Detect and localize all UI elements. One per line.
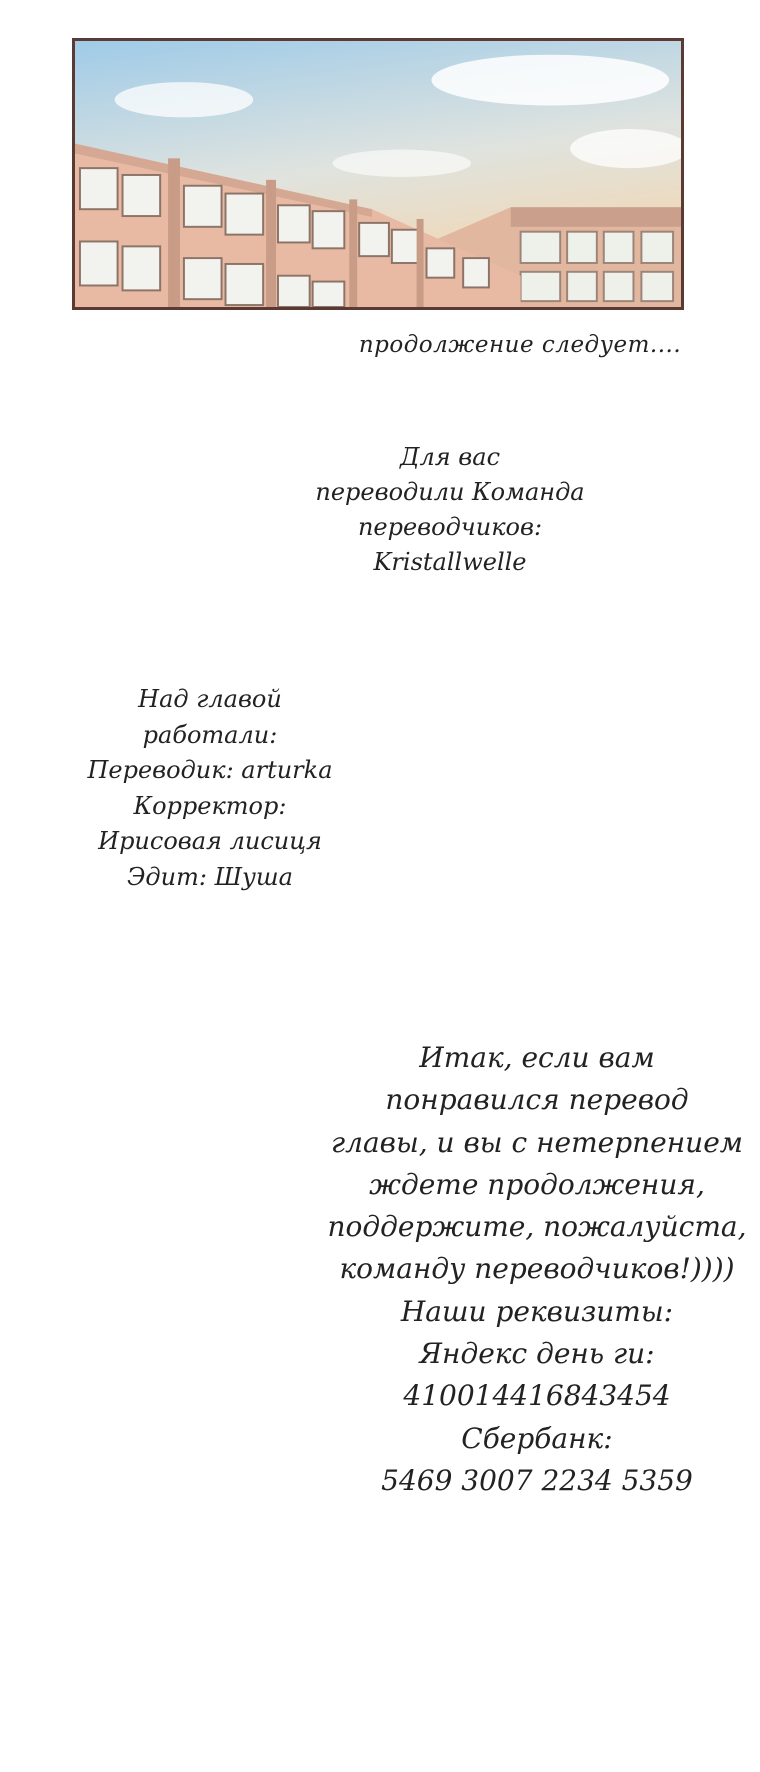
team-credits-line: переводчиков: bbox=[357, 513, 543, 541]
support-line: команду переводчиков!)))) bbox=[339, 1252, 735, 1286]
sberbank-card-number: 5469 3007 2234 5359 bbox=[381, 1463, 693, 1497]
team-credits-line: Для вас bbox=[399, 443, 501, 471]
support-line: поддержите, пожалуйста, bbox=[327, 1210, 747, 1244]
team-credits bbox=[290, 440, 610, 580]
team-name: Kristallwelle bbox=[373, 548, 527, 576]
sberbank-label: Сбербанк: bbox=[461, 1421, 613, 1455]
yandex-money-number: 410014416843454 bbox=[403, 1379, 671, 1413]
chapter-credits-line: Корректор: bbox=[133, 791, 287, 820]
support-line: Итак, если вам bbox=[419, 1041, 655, 1074]
chapter-credits-line: работали: bbox=[142, 720, 278, 749]
school-building-illustration bbox=[75, 41, 681, 307]
support-message bbox=[312, 1037, 760, 1502]
proofreader-credit: Ирисовая лисиця bbox=[98, 827, 322, 855]
support-line: понравился перевод bbox=[385, 1083, 689, 1117]
support-line: ждете продолжения, bbox=[369, 1167, 705, 1201]
comic-panel-school bbox=[72, 38, 684, 310]
support-line: главы, и вы с нетерпением bbox=[330, 1125, 743, 1159]
chapter-credits bbox=[60, 682, 360, 895]
to-be-continued-caption: продолжение следует.... bbox=[358, 332, 682, 358]
translator-credit: Переводик: arturka bbox=[87, 756, 333, 784]
yandex-money-label: Яндекс день ги: bbox=[419, 1337, 655, 1371]
chapter-credits-line: Над главой bbox=[138, 685, 282, 713]
team-credits-line: переводили Команда bbox=[315, 478, 585, 506]
editor-credit: Эдит: Шуша bbox=[127, 862, 293, 891]
payment-details-heading: Наши реквизиты: bbox=[400, 1294, 674, 1328]
